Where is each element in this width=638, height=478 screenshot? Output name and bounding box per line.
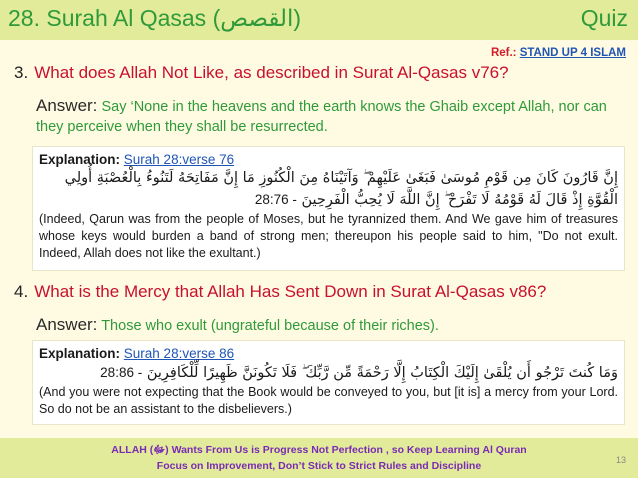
page-title: 28. Surah Al Qasas (القصص) bbox=[8, 5, 302, 31]
answer-label: Answer: bbox=[36, 96, 98, 115]
reference-label: Ref.: bbox=[490, 47, 517, 59]
arabic-text: إِنَّ قَارُونَ كَانَ مِن قَوْمِ مُوسَىٰ فَبَغَىٰ عَلَيْهِمْ ۖ وَآتَيْنَاهُ مِنَ الْكُنُوزِ مَا إِنَّ مَفَاتِحَهُ لَتَنُوءُ بِالْعُصْبَةِ أُولِي الْقُوَّةِ إِذْ قَالَ لَهُ قَوْمُهُ لَا تَفْرَحْ ۖ إِنَّ اللَّهَ لَا يُحِبُّ الْفَرِحِينَ bbox=[64, 170, 618, 208]
arabic-verse bbox=[39, 362, 618, 384]
answer-4 bbox=[36, 315, 626, 336]
answer-text: Say ‘None in the heavens and the earth knows the Ghaib except Allah, nor can they perceive when they shall be resurrected. bbox=[36, 99, 607, 135]
question-number: 4. bbox=[14, 282, 29, 301]
reference-link[interactable]: STAND UP 4 ISLAM bbox=[519, 47, 626, 59]
footer-line-2: Focus on Improvement, Don’t Stick to Strict Rules and Discipline bbox=[156, 460, 482, 472]
footer bbox=[0, 438, 638, 478]
question-3 bbox=[14, 63, 509, 83]
answer-text: Those who exult (ungrateful because of their riches). bbox=[101, 318, 439, 334]
translation: (Indeed, Qarun was from the people of Moses, but he tyrannized them. And We gave him of treasures whose keys would burden a band of strong men; thereupon his people said to him, "Do not exult. Indeed, Allah does not like the exultant.) bbox=[39, 212, 618, 260]
answer-3 bbox=[36, 96, 626, 137]
verse-link[interactable]: Surah 28:verse 76 bbox=[123, 152, 235, 167]
explanation-box-4 bbox=[32, 340, 625, 425]
question-text: What does Allah Not Like, as described in Surat Al-Qasas v76? bbox=[34, 63, 509, 82]
explanation-label: Explanation: bbox=[39, 152, 121, 167]
explanation-heading bbox=[39, 345, 618, 362]
title-bar bbox=[0, 0, 638, 40]
reference bbox=[491, 47, 626, 59]
explanation-heading bbox=[39, 151, 618, 168]
quiz-label: Quiz bbox=[580, 5, 628, 31]
answer-label: Answer: bbox=[36, 315, 98, 334]
explanation-box-3 bbox=[32, 146, 625, 271]
page-number: 13 bbox=[615, 455, 626, 465]
verse-link[interactable]: Surah 28:verse 86 bbox=[123, 346, 235, 361]
arabic-text: وَمَا كُنتَ تَرْجُو أَن يُلْقَىٰ إِلَيْكَ الْكِتَابُ إِلَّا رَحْمَةً مِّن رَّبِّكَ ۖ فَلَا تَكُونَنَّ ظَهِيرًا لِّلْكَافِرِينَ bbox=[146, 365, 618, 381]
verse-reference: 28:86 - bbox=[100, 365, 143, 380]
verse-reference: 28:76 - bbox=[254, 192, 297, 207]
question-text: What is the Mercy that Allah Has Sent Down in Surat Al-Qasas v86? bbox=[34, 282, 547, 301]
explanation-label: Explanation: bbox=[39, 346, 121, 361]
question-number: 3. bbox=[14, 63, 29, 82]
question-4 bbox=[14, 282, 546, 302]
translation: (And you were not expecting that the Book would be conveyed to you, but [it is] a mercy from your Lord. So do not be an assistant to the disbelievers.) bbox=[39, 385, 618, 416]
arabic-verse bbox=[39, 168, 618, 211]
footer-line-1: ALLAH (ﷻ) Wants From Us is Progress Not Perfection , so Keep Learning Al Quran bbox=[111, 444, 527, 456]
